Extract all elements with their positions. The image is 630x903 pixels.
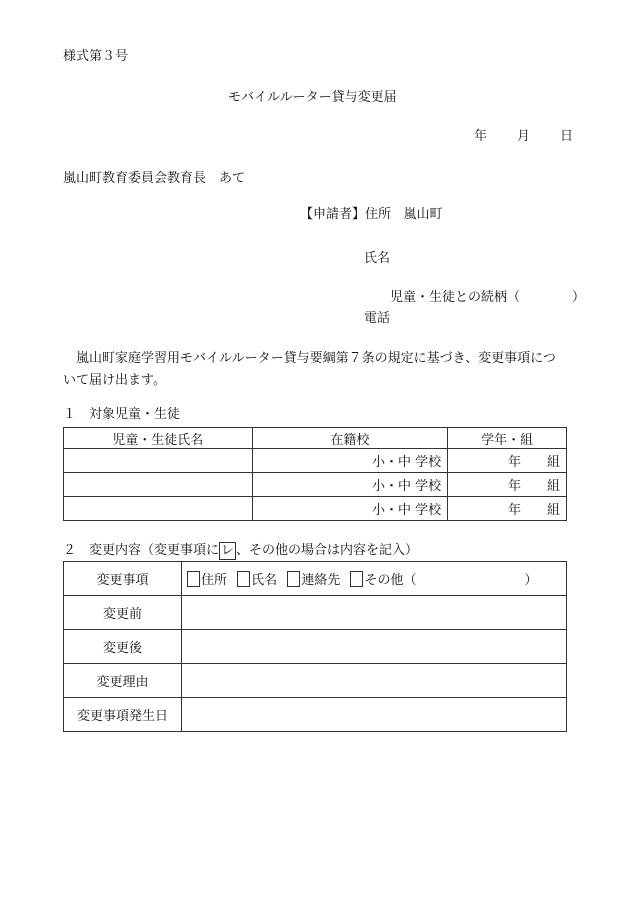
section2-heading-prefix: ２ 変更内容（変更事項に	[63, 543, 220, 558]
date-value-cell[interactable]	[182, 698, 567, 732]
column-header: 学年・組	[448, 428, 567, 449]
option-label: 連絡先	[301, 573, 341, 588]
table-row	[64, 664, 567, 698]
checkbox[interactable]	[287, 571, 300, 587]
table-row	[64, 630, 567, 664]
changes-table	[63, 561, 567, 732]
relationship-close: ）	[572, 290, 586, 305]
table-row	[64, 497, 567, 521]
row-label: 変更事項発生日	[64, 698, 182, 732]
checkbox[interactable]	[187, 571, 200, 587]
name-label: 氏名	[364, 251, 391, 266]
option-label: 住所	[201, 573, 228, 588]
option-contact[interactable]	[287, 573, 340, 588]
grade-cell[interactable]: 年 組	[448, 497, 567, 521]
section2-heading	[63, 542, 418, 560]
year-label: 年	[474, 129, 488, 144]
day-label: 日	[560, 129, 574, 144]
addressee: 嵐山町教育委員会教育長 あて	[63, 171, 246, 186]
table-row	[64, 562, 567, 596]
column-header: 児童・生徒氏名	[64, 428, 253, 449]
student-name-cell[interactable]	[64, 473, 253, 497]
applicant-label: 【申請者】	[300, 207, 366, 222]
address-value: 嵐山町	[403, 207, 443, 222]
reason-value-cell[interactable]	[182, 664, 567, 698]
table-row	[64, 473, 567, 497]
checkbox[interactable]	[350, 571, 363, 587]
relationship-label: 児童・生徒との続柄（	[390, 290, 521, 305]
row-label: 変更前	[64, 596, 182, 630]
school-cell[interactable]: 小・中 学校	[252, 497, 448, 521]
option-name[interactable]	[237, 573, 277, 588]
table-row	[64, 596, 567, 630]
option-other-close: ）	[524, 573, 538, 588]
option-other[interactable]	[350, 573, 416, 588]
date-line	[474, 128, 573, 146]
phone-label: 電話	[364, 311, 391, 326]
form-number: 様式第３号	[63, 49, 129, 64]
student-name-cell[interactable]	[64, 449, 253, 473]
grade-cell[interactable]: 年 組	[448, 473, 567, 497]
address-label: 住所	[365, 207, 392, 222]
students-table	[63, 427, 567, 521]
phone-row	[364, 310, 390, 328]
student-name-cell[interactable]	[64, 497, 253, 521]
column-header: 在籍校	[252, 428, 448, 449]
row-label: 変更理由	[64, 664, 182, 698]
section2-heading-suffix: 、その他の場合は内容を記入）	[236, 543, 419, 558]
applicant-address-row	[300, 206, 442, 224]
grade-cell[interactable]: 年 組	[448, 449, 567, 473]
after-value-cell[interactable]	[182, 630, 567, 664]
check-mark-example: レ	[221, 543, 235, 558]
option-label: 氏名	[251, 573, 278, 588]
table-row	[64, 698, 567, 732]
school-cell[interactable]: 小・中 学校	[252, 449, 448, 473]
option-label: その他（	[364, 573, 417, 588]
before-value-cell[interactable]	[182, 596, 567, 630]
body-paragraph: 嵐山町家庭学習用モバイルルーター貸与要綱第７条の規定に基づき、変更事項について届け出ます。	[63, 351, 556, 388]
school-cell[interactable]: 小・中 学校	[252, 473, 448, 497]
table-header-row	[64, 428, 567, 449]
checkbox[interactable]	[237, 571, 250, 587]
option-address[interactable]	[187, 573, 227, 588]
applicant-name-row	[364, 250, 390, 268]
row-label: 変更事項	[64, 562, 182, 596]
month-label: 月	[517, 129, 531, 144]
table-row	[64, 449, 567, 473]
section1-heading: １ 対象児童・生徒	[63, 407, 181, 422]
relationship-row	[390, 289, 585, 307]
document-title: モバイルルーター貸与変更届	[228, 90, 397, 105]
row-label: 変更後	[64, 630, 182, 664]
change-items-cell	[182, 562, 567, 596]
